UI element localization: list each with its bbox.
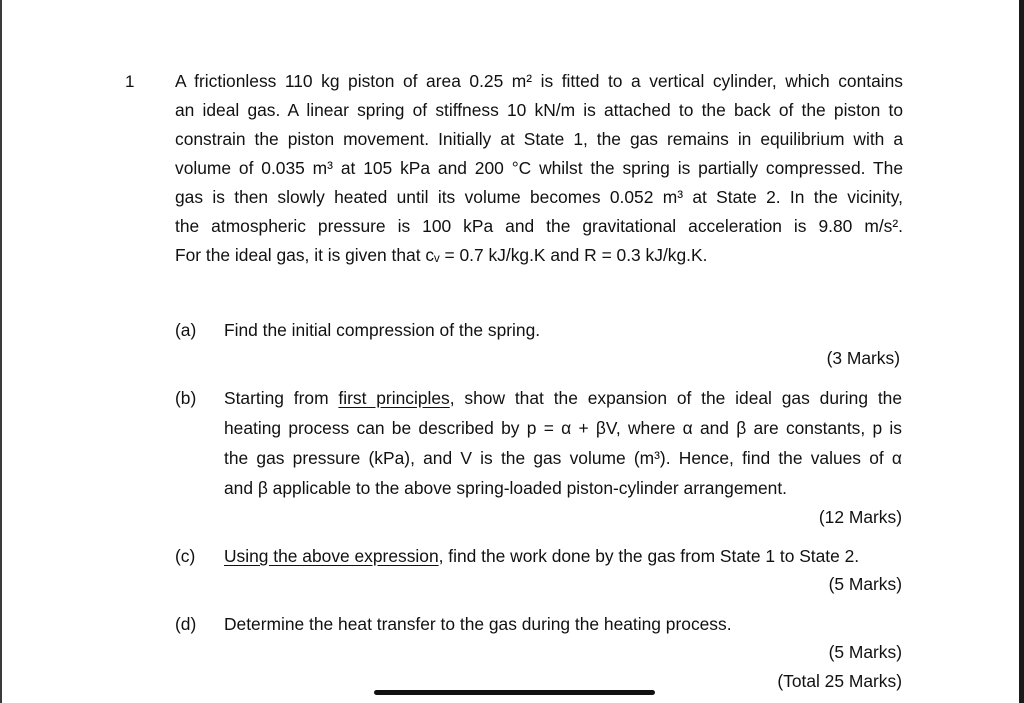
question-number: 1 xyxy=(125,72,135,91)
part-b-line-1 xyxy=(224,383,902,413)
first-principles-underlined: first principles xyxy=(338,388,450,408)
part-c-marks: (5 Marks) xyxy=(828,574,902,594)
part-b-line-3: the gas pressure (kPa), and V is the gas volume (m³). Hence, find the values of α xyxy=(224,448,902,468)
scroll-indicator-bar xyxy=(374,690,655,695)
total-marks: (Total 25 Marks) xyxy=(777,671,902,691)
part-b-prefix: Starting from xyxy=(224,388,339,408)
intro-line-5: gas is then slowly heated until its volume becomes 0.052 m³ at State 2. In the vicinity, xyxy=(175,187,903,207)
page-left-border xyxy=(0,0,2,703)
part-d-text xyxy=(224,609,902,639)
part-d-label: (d) xyxy=(175,614,197,634)
above-expression-underlined: Using the above expression xyxy=(224,546,439,566)
part-c-suffix: , find the work done by the gas from State 1 to State 2. xyxy=(438,546,860,566)
part-b-label: (b) xyxy=(175,388,197,408)
part-a-label: (a) xyxy=(175,320,197,340)
part-b-marks: (12 Marks) xyxy=(818,507,902,527)
part-a-text xyxy=(224,315,902,345)
intro-line-7: For the ideal gas, it is given that cᵥ = 0.7 kJ/kg.K and R = 0.3 kJ/kg.K. xyxy=(175,245,708,265)
intro-line-3: constrain the piston movement. Initially at State 1, the gas remains in equilibrium with a xyxy=(175,129,903,149)
part-a-line-1: Find the initial compression of the spring. xyxy=(224,320,541,340)
part-b-line-4: and β applicable to the above spring-loaded piston-cylinder arrangement. xyxy=(224,478,787,498)
intro-line-4: volume of 0.035 m³ at 105 kPa and 200 °C whilst the spring is partially compressed. The xyxy=(175,158,903,178)
part-a-marks: (3 Marks) xyxy=(826,348,900,368)
question-intro xyxy=(175,67,903,270)
part-c-line-1 xyxy=(224,541,902,571)
page-right-border xyxy=(1019,0,1024,703)
intro-line-6: the atmospheric pressure is 100 kPa and the gravitational acceleration is 9.80 m/s². xyxy=(175,216,903,236)
part-b-line-2: heating process can be described by p = α + βV, where α and β are constants, p is xyxy=(224,418,902,438)
part-d-marks: (5 Marks) xyxy=(828,642,902,662)
part-b-suffix: , show that the expansion of the ideal gas during the xyxy=(449,388,902,408)
intro-line-2: an ideal gas. A linear spring of stiffness 10 kN/m is attached to the back of the piston to xyxy=(175,100,903,120)
part-c-label: (c) xyxy=(175,546,196,566)
part-c-text xyxy=(224,541,902,571)
part-d-line-1: Determine the heat transfer to the gas during the heating process. xyxy=(224,614,732,634)
intro-line-1: A frictionless 110 kg piston of area 0.25 m² is fitted to a vertical cylinder, which contains xyxy=(175,71,903,91)
part-b-text xyxy=(224,383,902,503)
